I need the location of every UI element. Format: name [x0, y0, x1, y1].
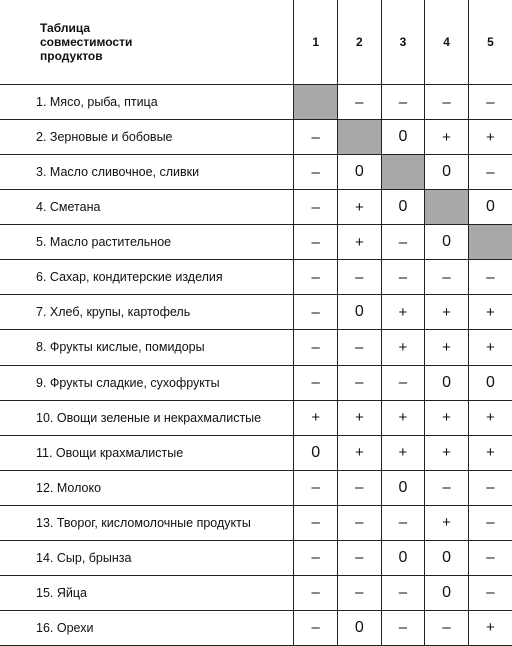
- table-row: [0, 610, 512, 645]
- compatibility-cell: –: [294, 540, 338, 575]
- compatibility-cell: –: [338, 85, 382, 120]
- table-row: [0, 470, 512, 505]
- header-row: [0, 0, 512, 85]
- product-name: 10. Овощи зеленые и некрахмалистые: [0, 400, 294, 435]
- compatibility-cell: –: [468, 85, 512, 120]
- compatibility-cell: –: [338, 260, 382, 295]
- compatibility-cell: –: [425, 470, 469, 505]
- compatibility-cell: 0: [338, 295, 382, 330]
- product-name: 16. Орехи: [0, 610, 294, 645]
- compatibility-cell: +: [381, 330, 425, 365]
- table-title: [0, 0, 294, 85]
- product-name: 3. Масло сливочное, сливки: [0, 155, 294, 190]
- compatibility-cell: –: [338, 365, 382, 400]
- compatibility-cell: 0: [425, 225, 469, 260]
- compatibility-cell: –: [425, 260, 469, 295]
- product-name: 14. Сыр, брынза: [0, 540, 294, 575]
- product-name: 15. Яйца: [0, 575, 294, 610]
- table-row: [0, 295, 512, 330]
- compatibility-cell: –: [381, 505, 425, 540]
- compatibility-cell: –: [468, 470, 512, 505]
- compatibility-cell: –: [294, 225, 338, 260]
- compatibility-cell: +: [468, 330, 512, 365]
- compatibility-cell: +: [338, 225, 382, 260]
- table-title-line: продуктов: [40, 49, 103, 63]
- table-row: [0, 225, 512, 260]
- table-row: [0, 120, 512, 155]
- column-header: 3: [381, 0, 425, 85]
- compatibility-cell: 0: [425, 365, 469, 400]
- diagonal-cell: [294, 85, 338, 120]
- compatibility-cell: –: [338, 505, 382, 540]
- compatibility-cell: 0: [468, 190, 512, 225]
- compatibility-cell: 0: [338, 610, 382, 645]
- compatibility-cell: –: [381, 85, 425, 120]
- product-name: 6. Сахар, кондитерские изделия: [0, 260, 294, 295]
- diagonal-cell: [338, 120, 382, 155]
- compatibility-cell: –: [381, 225, 425, 260]
- compatibility-cell: –: [381, 365, 425, 400]
- table-body: [0, 85, 512, 646]
- table-row: [0, 365, 512, 400]
- compatibility-cell: –: [294, 190, 338, 225]
- table-title-line: Таблица: [40, 21, 91, 35]
- table-row: [0, 190, 512, 225]
- table-row: [0, 330, 512, 365]
- compatibility-cell: +: [425, 400, 469, 435]
- compatibility-cell: –: [294, 470, 338, 505]
- compatibility-cell: +: [425, 330, 469, 365]
- compatibility-cell: +: [468, 610, 512, 645]
- product-name: 13. Творог, кисломолочные продукты: [0, 505, 294, 540]
- compatibility-cell: +: [425, 435, 469, 470]
- table-row: [0, 435, 512, 470]
- product-name: 11. Овощи крахмалистые: [0, 435, 294, 470]
- compatibility-cell: 0: [425, 540, 469, 575]
- compatibility-cell: –: [425, 85, 469, 120]
- column-header: 4: [425, 0, 469, 85]
- compatibility-cell: –: [425, 610, 469, 645]
- diagonal-cell: [468, 225, 512, 260]
- compatibility-cell: +: [468, 120, 512, 155]
- table-row: [0, 540, 512, 575]
- compatibility-cell: +: [338, 190, 382, 225]
- table-row: [0, 505, 512, 540]
- compatibility-cell: –: [468, 155, 512, 190]
- compatibility-cell: +: [338, 400, 382, 435]
- compatibility-cell: –: [338, 575, 382, 610]
- compatibility-cell: –: [381, 610, 425, 645]
- product-name: 1. Мясо, рыба, птица: [0, 85, 294, 120]
- table-row: [0, 575, 512, 610]
- compatibility-cell: +: [381, 400, 425, 435]
- column-header: 5: [468, 0, 512, 85]
- compatibility-cell: –: [294, 295, 338, 330]
- product-name: 8. Фрукты кислые, помидоры: [0, 330, 294, 365]
- table-row: [0, 400, 512, 435]
- compatibility-cell: 0: [425, 155, 469, 190]
- product-name: 5. Масло растительное: [0, 225, 294, 260]
- compatibility-cell: –: [468, 260, 512, 295]
- column-header: 1: [294, 0, 338, 85]
- product-name: 9. Фрукты сладкие, сухофрукты: [0, 365, 294, 400]
- product-name: 4. Сметана: [0, 190, 294, 225]
- compatibility-cell: –: [468, 505, 512, 540]
- product-name: 7. Хлеб, крупы, картофель: [0, 295, 294, 330]
- product-name: 12. Молоко: [0, 470, 294, 505]
- compatibility-cell: –: [294, 120, 338, 155]
- compatibility-cell: –: [294, 610, 338, 645]
- compatibility-cell: –: [338, 330, 382, 365]
- compatibility-cell: –: [338, 470, 382, 505]
- table-title-line: совместимости: [40, 35, 133, 49]
- compatibility-cell: +: [294, 400, 338, 435]
- compatibility-cell: –: [468, 575, 512, 610]
- table-row: [0, 155, 512, 190]
- compatibility-cell: +: [468, 295, 512, 330]
- compatibility-cell: –: [468, 540, 512, 575]
- compatibility-cell: +: [338, 435, 382, 470]
- compatibility-cell: 0: [338, 155, 382, 190]
- compatibility-cell: 0: [381, 120, 425, 155]
- compatibility-cell: +: [425, 295, 469, 330]
- diagonal-cell: [381, 155, 425, 190]
- compatibility-cell: –: [381, 575, 425, 610]
- compatibility-cell: –: [294, 575, 338, 610]
- compatibility-cell: –: [381, 260, 425, 295]
- compatibility-cell: 0: [381, 540, 425, 575]
- compatibility-cell: –: [294, 505, 338, 540]
- compatibility-cell: +: [468, 435, 512, 470]
- compatibility-cell: 0: [381, 190, 425, 225]
- compatibility-cell: 0: [294, 435, 338, 470]
- column-header: 2: [338, 0, 382, 85]
- compatibility-cell: +: [425, 120, 469, 155]
- compatibility-cell: –: [294, 365, 338, 400]
- table-row: [0, 260, 512, 295]
- compatibility-cell: +: [468, 400, 512, 435]
- product-name: 2. Зерновые и бобовые: [0, 120, 294, 155]
- diagonal-cell: [425, 190, 469, 225]
- compatibility-cell: +: [381, 435, 425, 470]
- compatibility-cell: –: [338, 540, 382, 575]
- compatibility-cell: 0: [425, 575, 469, 610]
- table-row: [0, 85, 512, 120]
- compatibility-cell: –: [294, 155, 338, 190]
- compatibility-cell: 0: [381, 470, 425, 505]
- compatibility-cell: +: [425, 505, 469, 540]
- compatibility-cell: +: [381, 295, 425, 330]
- compatibility-cell: 0: [468, 365, 512, 400]
- compatibility-cell: –: [294, 260, 338, 295]
- compatibility-cell: –: [294, 330, 338, 365]
